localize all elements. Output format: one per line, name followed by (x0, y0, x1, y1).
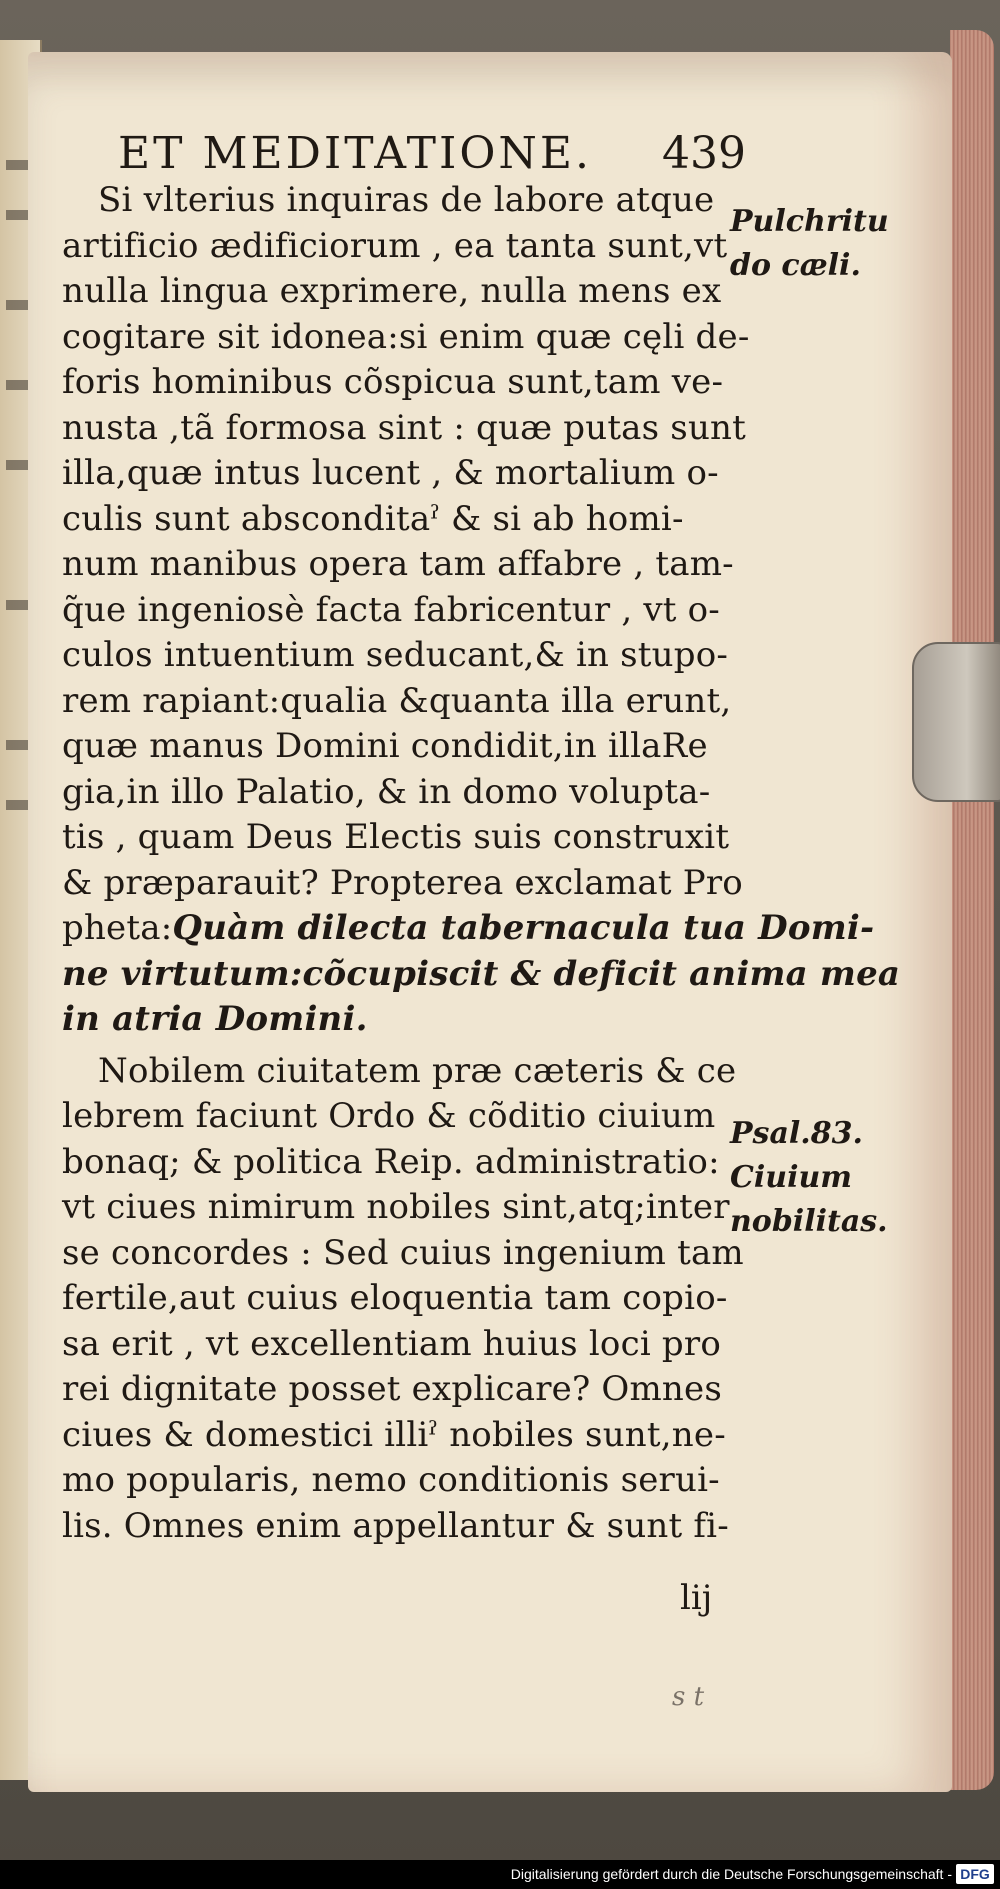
text-line: se concordes : Sed cuius ingenium tam (62, 1232, 744, 1273)
text-line: artificio ædificiorum , ea tanta sunt,vt (62, 225, 728, 266)
text-line: nulla lingua exprimere, nulla mens ex (62, 271, 722, 311)
margin-note-pulchritudo (730, 200, 889, 288)
text-line: gia,in illo Palatio, & in domo volupta- (62, 771, 711, 812)
text-line: illa,quæ intus lucent , & mortalium o- (62, 453, 719, 493)
text-line: fertile,aut cuius eloquentia tam copio- (62, 1278, 728, 1318)
margin-note-psalm (730, 1112, 888, 1244)
text-line: quæ manus Domini condidit,in illaRe (62, 726, 708, 766)
text-line: Nobilem ciuitatem præ cæteris & ce (98, 1050, 737, 1091)
text-line: lebrem faciunt Ordo & cõditio ciuium (62, 1096, 716, 1136)
text-line: mo popularis, nemo conditionis serui- (62, 1460, 720, 1500)
page-number: 439 (662, 128, 746, 179)
text-line: bonaq; & politica Reip. administratio: (62, 1141, 720, 1182)
text-line: ciues & domestici illiˀ nobiles sunt,ne- (62, 1414, 726, 1455)
dfg-logo: DFG (956, 1864, 994, 1884)
text-line: q̃ue ingeniosè facta fabricentur , vt o- (62, 589, 720, 630)
scripture-quote-line: in atria Domini. (62, 999, 368, 1039)
text-line: cogitare sit idonea:si enim quæ cęli de- (62, 316, 750, 357)
scripture-quote-line: ne virtutum:cõcupiscit & deficit anima mea (62, 953, 901, 994)
text-line: rem rapiant:qualia &quanta illa erunt, (62, 680, 732, 721)
text-line: & præparauit? Propterea exclamat Pro (62, 862, 743, 903)
text-fragment: pheta: (62, 908, 173, 948)
text-line: rei dignitate posset explicare? Omnes (62, 1369, 722, 1409)
scripture-quote: Quàm dilecta tabernacula tua Domi- (172, 908, 875, 948)
page-clip-tab (912, 642, 1000, 802)
digitization-credit: Digitalisierung gefördert durch die Deutsche Forschungsgemeinschaft - (510, 1866, 952, 1882)
book-fore-edge (950, 30, 994, 1790)
catchword: lij (680, 1578, 713, 1618)
text-line (62, 906, 875, 952)
margin-note-line: Pulchritu (730, 204, 889, 239)
text-line: culis sunt absconditaˀ & si ab homi- (62, 498, 684, 539)
margin-note-line: Ciuium (730, 1160, 853, 1195)
margin-note-line: nobilitas. (730, 1204, 888, 1239)
text-line: sa erit , vt excellentiam huius loci pro (62, 1323, 721, 1364)
text-line: foris hominibus cõspicua sunt,tam ve- (62, 362, 724, 402)
margin-note-line: do cæli. (730, 248, 861, 283)
text-line: Si vlterius inquiras de labore atque (98, 180, 715, 220)
text-line: num manibus opera tam affabre , tam- (62, 544, 734, 584)
text-line: culos intuentium seducant,& in stupo- (62, 635, 729, 675)
text-line: vt ciues nimirum nobiles sint,atq;inter (62, 1187, 730, 1227)
running-head: ET MEDITATIONE. (118, 128, 592, 179)
margin-note-line: Psal.83. (730, 1116, 863, 1151)
paragraph-2 (62, 1049, 744, 1550)
pencil-mark: s t (672, 1682, 705, 1712)
text-line: tis , quam Deus Electis suis construxit (62, 817, 730, 857)
text-line: lis. Omnes enim appellantur & sunt fi- (62, 1505, 729, 1546)
text-line: nusta ,tã formosa sint : quæ putas sunt (62, 407, 747, 448)
